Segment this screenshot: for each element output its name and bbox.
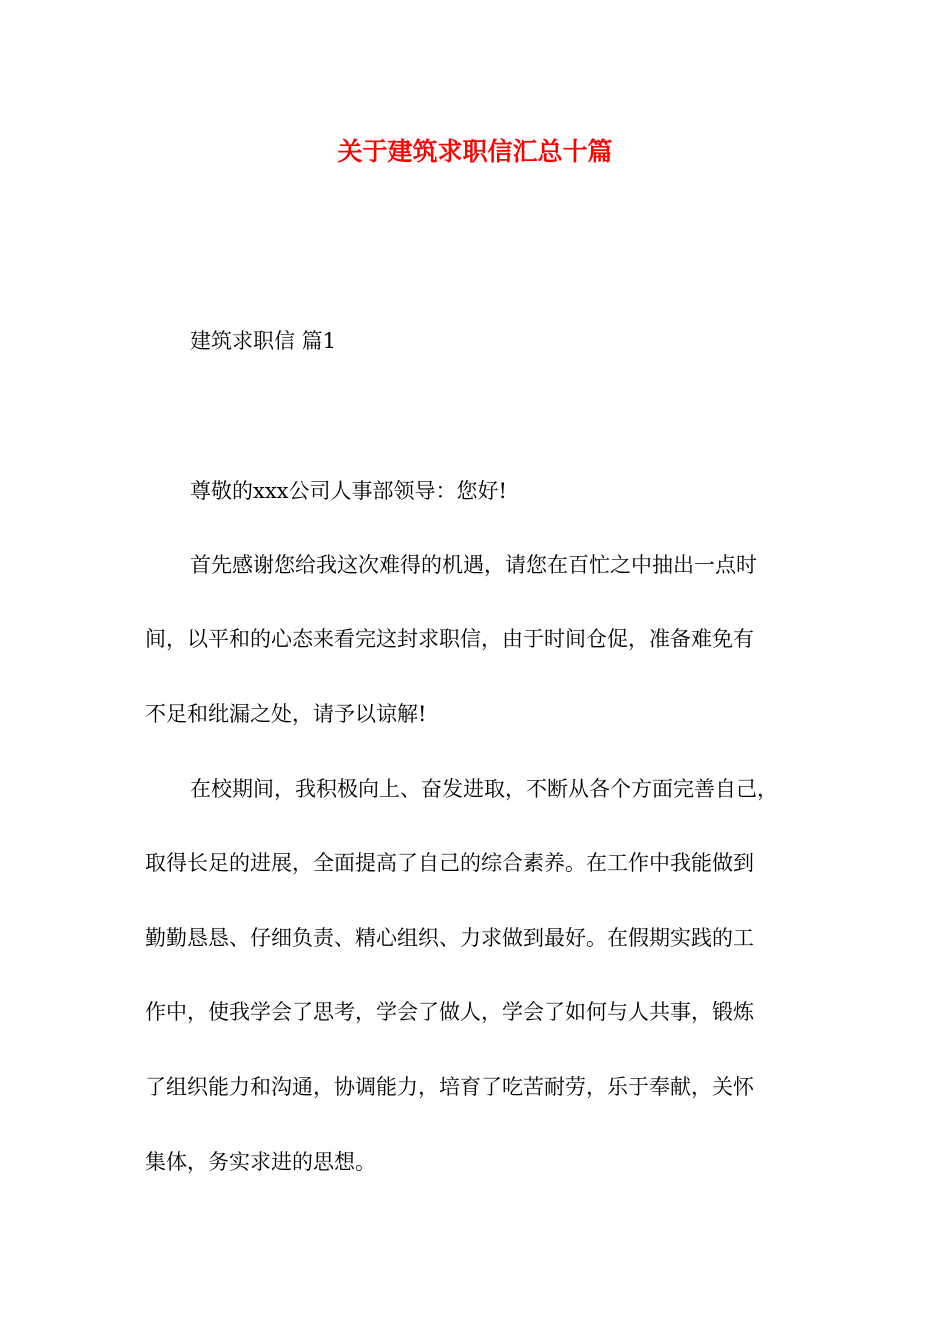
- paragraph-2-line-2: 取得长足的进展，全面提高了自己的综合素养。在工作中我能做到: [145, 851, 754, 875]
- page-title: 关于建筑求职信汇总十篇: [337, 137, 613, 166]
- section-heading: 建筑求职信 篇1: [190, 329, 337, 353]
- paragraph-2-line-3: 勤勤恳恳、仔细负责、精心组织、力求做到最好。在假期实践的工: [145, 926, 754, 950]
- paragraph-2-line-5: 了组织能力和沟通，协调能力，培育了吃苦耐劳，乐于奉献，关怀: [145, 1075, 754, 1099]
- salutation: 尊敬的xxx公司人事部领导：您好!: [190, 479, 507, 503]
- paragraph-2-line-1: 在校期间，我积极向上、奋发进取，不断从各个方面完善自己，: [190, 777, 778, 801]
- paragraph-1-line-3: 不足和纰漏之处，请予以谅解!: [145, 702, 427, 726]
- paragraph-1-line-1: 首先感谢您给我这次难得的机遇，请您在百忙之中抽出一点时: [190, 553, 757, 577]
- paragraph-1-line-2: 间，以平和的心态来看完这封求职信，由于时间仓促，准备难免有: [145, 627, 754, 651]
- paragraph-2-line-4: 作中，使我学会了思考，学会了做人，学会了如何与人共事，锻炼: [145, 1000, 754, 1024]
- paragraph-2-line-6: 集体，务实求进的思想。: [145, 1150, 376, 1174]
